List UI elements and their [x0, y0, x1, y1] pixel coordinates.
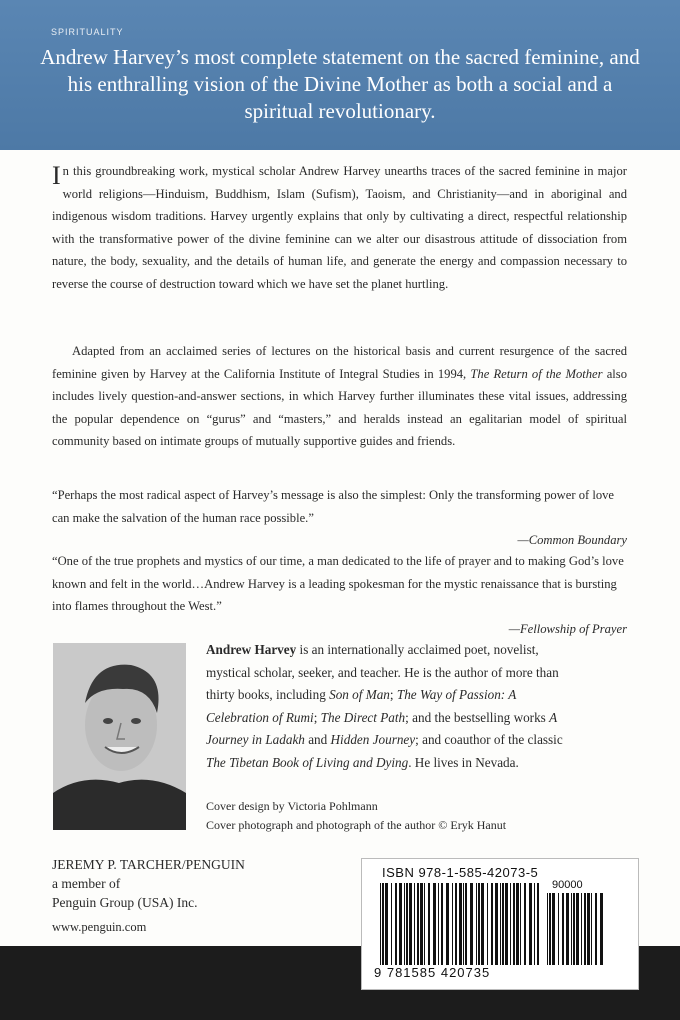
price-code: 90000 — [552, 879, 583, 891]
barcode-panel — [361, 858, 639, 990]
review-quote-1: “Perhaps the most radical aspect of Harvey’s message is also the simplest: Only the transforming power of love can make the salvation of the human race possible.” —Common Boundary — [52, 484, 627, 552]
book-title: The Return of the Mother — [470, 366, 603, 381]
ean-number: 9 781585 420735 — [374, 965, 491, 980]
website-link[interactable]: www.penguin.com — [52, 920, 147, 934]
description-paragraph-1: In this groundbreaking work, mystical scholar Andrew Harvey unearths traces of the sacred feminine in major world religions—Hinduism, Buddhism, Islam (Sufism), Taoism, and Christianity—and in aboriginal and indigenous wisdom traditions. Harvey urgently explains that only by cultivating a direct, respectful relationship with the transformative power of the divine feminine can we alter our disastrous attitude of dissociation from nature, the body, sexuality, and the details of human life, and generate the energy and compassion necessary to reverse the course of destruction toward which we have set the planet hurtling. — [52, 161, 627, 291]
genre-label: SPIRITUALITY — [51, 27, 124, 37]
price-barcode-icon — [547, 893, 627, 965]
isbn-label: ISBN 978-1-585-42073-5 — [382, 865, 539, 880]
drop-cap: I — [52, 161, 61, 190]
quote-attribution: —Common Boundary — [517, 533, 627, 548]
quote-attribution: —Fellowship of Prayer — [508, 621, 627, 636]
cover-header-band — [0, 0, 680, 150]
author-photo — [53, 643, 186, 830]
photo-credit: Cover photograph and photograph of the author © Eryk Hanut — [206, 818, 507, 832]
description-paragraph-2: Adapted from an acclaimed series of lectures on the historical basis and current resurgence of the sacred feminine given by Harvey at the California Institute of Integral Studies in 1994, The Return of the Mother also includes lively question-and-answer sections, in which Harvey further illuminates these vital issues, addressing the popular dependence on “gurus” and “masters,” and heralds instead an egalitarian model of spiritual community based on intimate groups of mutually supportive guides and friends. — [52, 344, 627, 449]
author-name: Andrew Harvey — [206, 642, 297, 657]
cover-credits — [206, 797, 626, 835]
review-quote-2: “One of the true prophets and mystics of our time, a man dedicated to the life of prayer and to making God’s love known and felt in the world…Andrew Harvey is a leading spokesman for the mystic renaissance that is bursting into flames throughout the West.” —Fellowship of Prayer — [52, 550, 627, 640]
headline: Andrew Harvey’s most complete statement on the sacred feminine, and his enthralling vision of the Divine Mother as both a social and a spiritual revolutionary. — [40, 45, 640, 123]
publisher-info: JEREMY P. TARCHER/PENGUIN a member of Penguin Group (USA) Inc. — [52, 857, 245, 910]
author-portrait-icon — [53, 643, 186, 830]
author-bio: Andrew Harvey is an internationally acclaimed poet, novelist, mystical scholar, seeker, and teacher. He is the author of more than thirty books, including Son of Man; The Way of Passion: A Celebration of Rumi; The Direct Path; and the bestselling works A Journey in Ladakh and Hidden Journey; and coauthor of the classic The Tibetan Book of Living and Dying. He lives in Nevada. — [206, 642, 563, 770]
design-credit: Cover design by Victoria Pohlmann — [206, 799, 378, 813]
